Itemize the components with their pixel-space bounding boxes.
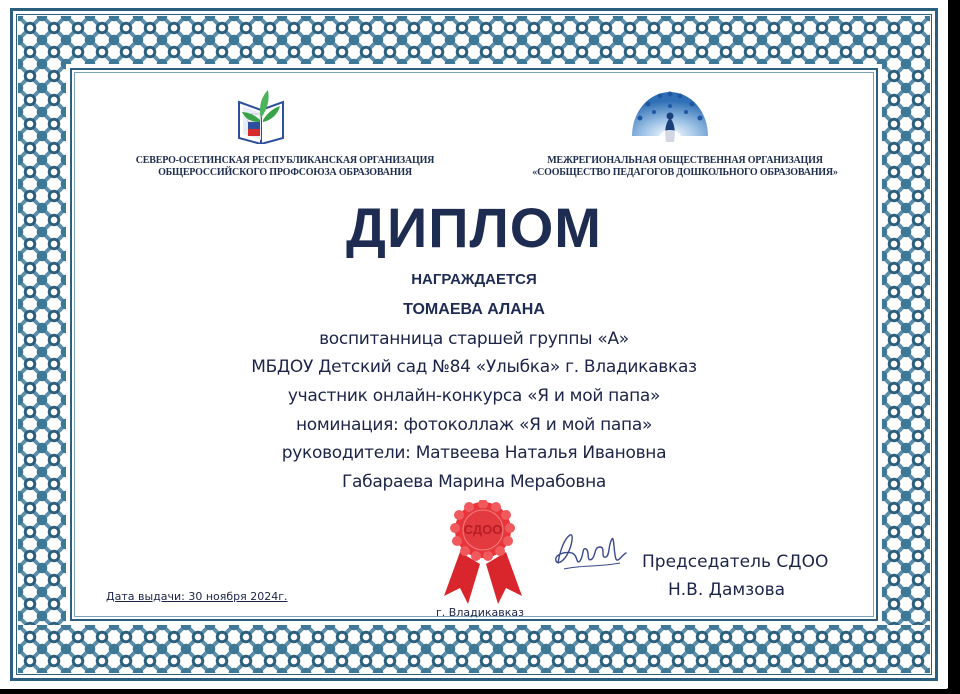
handwritten-signature-icon xyxy=(550,525,630,575)
city-label: г. Владикавказ xyxy=(436,606,524,619)
trade-union-book-logo-icon xyxy=(234,88,288,144)
body-line-contest: участник онлайн-конкурса «Я и мой папа» xyxy=(287,386,661,406)
diploma-title: ДИПЛОМ xyxy=(346,196,602,259)
organization-right-line2: «СООБЩЕСТВО ПЕДАГОГОВ ДОШКОЛЬНОГО ОБРАЗОВАНИЯ» xyxy=(532,167,838,178)
body-line-supervisor-2: Габараева Марина Мерабовна xyxy=(341,472,607,492)
red-rosette-seal-icon xyxy=(438,500,528,610)
peacock-logo-icon xyxy=(628,84,712,144)
organization-left-line2: ОБЩЕРОССИЙСКОГО ПРОФСОЮЗА ОБРАЗОВАНИЯ xyxy=(158,167,412,178)
organization-left-line1: СЕВЕРО-ОСЕТИНСКАЯ РЕСПУБЛИКАНСКАЯ ОРГАНИЗАЦИЯ xyxy=(135,155,435,166)
issue-date: Дата выдачи: 30 ноября 2024г. xyxy=(106,590,288,603)
body-line-nomination: номинация: фотоколлаж «Я и мой папа» xyxy=(295,415,653,435)
awarded-heading: НАГРАЖДАЕТСЯ xyxy=(411,271,537,288)
chairman-role: Председатель СДОО xyxy=(642,552,829,572)
body-line-supervisors: руководители: Матвеева Наталья Ивановна xyxy=(281,443,667,463)
awardee-name: ТОМАЕВА АЛАНА xyxy=(403,301,545,318)
body-line-group: воспитанница старшей группы «А» xyxy=(319,329,629,349)
body-line-school: МБДОУ Детский сад №84 «Улыбка» г. Владикавказ xyxy=(251,357,697,377)
organization-right xyxy=(490,155,880,179)
chairman-name: Н.В. Дамзова xyxy=(668,580,786,600)
organization-left xyxy=(95,155,475,179)
organization-right-line1: МЕЖРЕГИОНАЛЬНАЯ ОБЩЕСТВЕННАЯ ОРГАНИЗАЦИЯ xyxy=(547,155,823,166)
seal-text: СДОО xyxy=(463,522,503,537)
